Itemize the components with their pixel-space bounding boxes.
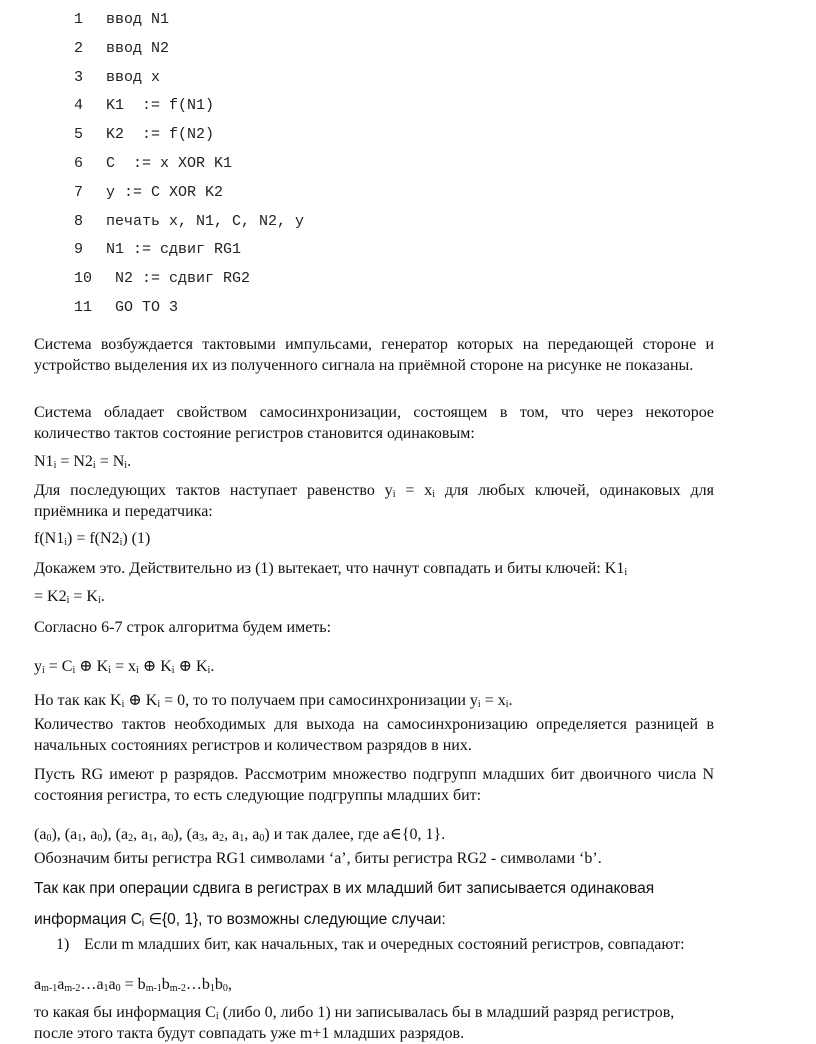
equation-xor: $y_i = C_i$ ⊕ $K_i = x_i$ ⊕ $K_i$ ⊕ $K_i$. <box>34 658 215 676</box>
paragraph-subgroups: Пусть RG имеют р разрядов. Рассмотрим множество подгрупп младших бит двоичного числа N состояния регистра, то есть следующие подгруппы младших бит: <box>34 766 714 804</box>
code-line: 4 K1 := f(N1) <box>74 97 215 115</box>
code-line: 6 C := x XOR K1 <box>74 154 233 172</box>
paragraph-bits-notation: Обозначим биты регистра RG1 символами ‘a’, биты регистра RG2 - символами ‘b’. <box>34 850 602 867</box>
paragraph-conclusion: Но так как $K_i$ ⊕ $K_i = 0$, то то получаем при самосинхронизации $y_i = x_i$. <box>34 692 513 710</box>
algorithm-listing <box>74 6 304 323</box>
paragraph-equality: Для последующих тактов наступает равенство $y_i = x_i$ для любых ключей, одинаковых для приёмника и передатчика: <box>34 482 715 520</box>
code-line: 5 K2 := f(N2) <box>74 126 215 144</box>
equation-matching-bits: $a_{m-1}a_{m-2}\dots a_1a_0$ = $b_{m-1}b_{m-2}\dots b_1b_0$, <box>34 976 232 994</box>
equation-registers: $N1_i = N2_i = N_i$. <box>34 453 132 471</box>
equation-keys: = $K2_i = K_i$. <box>34 588 105 606</box>
code-line: 10 N2 := сдвиг RG2 <box>74 270 251 288</box>
paragraph-proof: Докажем это. Действительно из (1) вытекает, что начнут совпадать и биты ключей: $K1_i$ <box>34 560 628 578</box>
code-line: 8 печать x, N1, C, N2, y <box>74 212 305 230</box>
equation-subgroups: $(a_0)$, ($a_1$, $a_0$), ($a_2$, $a_1$, $a_0$), ($a_3$, $a_2$, $a_1$, $a_0$) и так далее, где a∈{0, 1}. <box>34 826 446 844</box>
paragraph-algorithm: Согласно 6-7 строк алгоритма будем иметь: <box>34 619 332 636</box>
paragraph-clock-count: Количество тактов необходимых для выхода на самосинхронизацию определяется разницей в начальных состояниях регистров и количеством разрядов в них. <box>34 716 714 754</box>
equation-1: $f(N1_i) = f(N2_i)$ (1) <box>34 530 151 548</box>
paragraph-m-plus-one: то какая бы информация $C_i$ (либо 0, либо 1) ни записывалась бы в младший разряд регистров, после этого такта будут совпадать уже m+1 младших разрядов. <box>34 1004 675 1042</box>
code-line: 9 N1 := сдвиг RG1 <box>74 241 242 259</box>
code-line: 3 ввод x <box>74 68 161 86</box>
paragraph-clock: Система возбуждается тактовыми импульсами, генератор которых на передающей стороне и устройство выделения их из полученного сигнала на приёмной стороне на рисунке не показаны. <box>34 336 714 374</box>
paragraph-cases: информация $C_i$ ∈{0, 1}, то возможны следующие случаи: <box>34 911 446 929</box>
paragraph-shift: Так как при операции сдвига в регистрах в их младший бит записывается одинаковая <box>34 880 655 897</box>
list-item-case-1: 1) Если m младших бит, как начальных, так и очередных состояний регистров, совпадают: <box>56 936 685 953</box>
code-line: 7 y := C XOR K2 <box>74 183 224 201</box>
paragraph-selfsync: Система обладает свойством самосинхронизации, состоящем в том, что через некоторое количество тактов состояние регистров становится одинаковым: <box>34 404 714 442</box>
code-line: 2 ввод N2 <box>74 39 170 57</box>
code-line: 1 ввод N1 <box>74 11 170 28</box>
code-line: 11 GO TO 3 <box>74 298 179 316</box>
